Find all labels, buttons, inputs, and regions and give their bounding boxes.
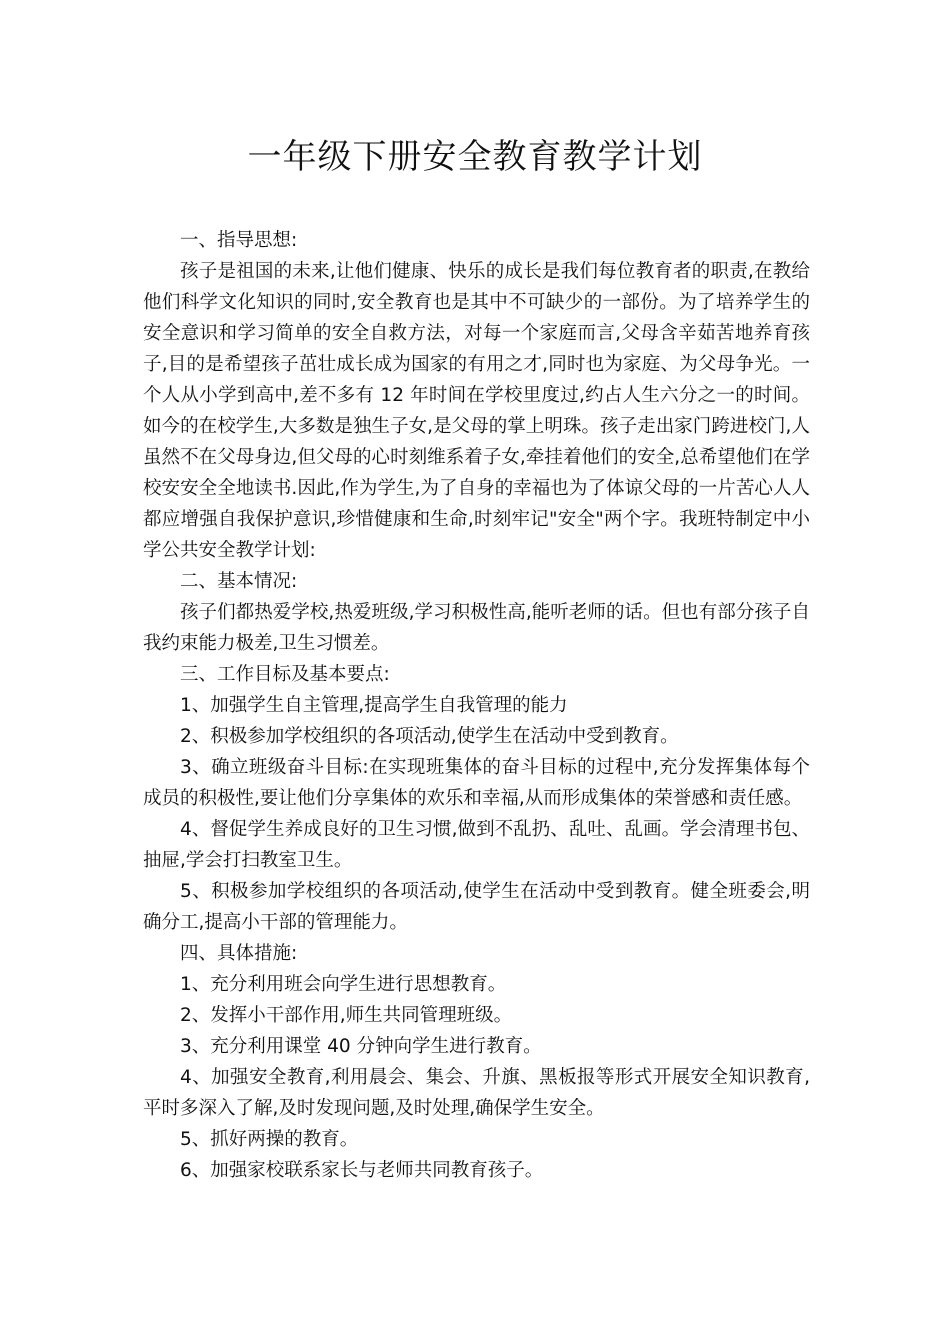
document-body xyxy=(143,225,810,1186)
document-title: 一年级下册安全教育教学计划 xyxy=(247,137,703,177)
list-item-measure-3: 3、充分利用课堂 40 分钟向学生进行教育。 xyxy=(180,1036,542,1057)
section-heading-guiding-thought: 一、指导思想: xyxy=(180,230,298,251)
list-item-goal-3: 3、确立班级奋斗目标:在实现班集体的奋斗目标的过程中,充分发挥集体每个成员的积极性,要让他们分享集体的欢乐和幸福,从而形成集体的荣誉感和责任感。 xyxy=(143,757,810,809)
list-item-measure-4: 4、加强安全教育,利用晨会、集会、升旗、黑板报等形式开展安全知识教育,平时多深入了解,及时发现问题,及时处理,确保学生安全。 xyxy=(143,1067,810,1119)
list-item-measure-5: 5、抓好两操的教育。 xyxy=(180,1129,359,1150)
list-item-goal-5: 5、积极参加学校组织的各项活动,使学生在活动中受到教育。健全班委会,明确分工,提高小干部的管理能力。 xyxy=(143,881,810,933)
section-heading-basic-situation: 二、基本情况: xyxy=(180,571,298,592)
section-heading-work-goals: 三、工作目标及基本要点: xyxy=(180,664,390,685)
list-item-measure-1: 1、充分利用班会向学生进行思想教育。 xyxy=(180,974,507,995)
list-item-goal-2: 2、积极参加学校组织的各项活动,使学生在活动中受到教育。 xyxy=(180,726,679,747)
section-heading-measures: 四、具体措施: xyxy=(180,943,298,964)
paragraph-basic-situation: 孩子们都热爱学校,热爱班级,学习积极性高,能听老师的话。但也有部分孩子自我约束能力极差,卫生习惯差。 xyxy=(143,602,810,654)
list-item-measure-6: 6、加强家校联系家长与老师共同教育孩子。 xyxy=(180,1160,544,1181)
list-item-measure-2: 2、发挥小干部作用,师生共同管理班级。 xyxy=(180,1005,513,1026)
paragraph-guiding-thought: 孩子是祖国的未来,让他们健康、快乐的成长是我们每位教育者的职责,在教给他们科学文化知识的同时,安全教育也是其中不可缺少的一部份。为了培养学生的安全意识和学习简单的安全自救方法，对每一个家庭而言,父母含辛茹苦地养育孩子,目的是希望孩子茁壮成长成为国家的有用之才,同时也为家庭、为父母争光。一个人从小学到高中,差不多有 12 年时间在学校里度过,约占人生六分之一的时间。如今的在校学生,大多数是独生子女,是父母的掌上明珠。孩子走出家门跨进校门,人虽然不在父母身边,但父母的心时刻维系着子女,牵挂着他们的安全,总希望他们在学校安安全全地读书.因此,作为学生,为了自身的幸福也为了体谅父母的一片苦心人人都应增强自我保护意识,珍惜健康和生命,时刻牢记"安全"两个字。我班特制定中小学公共安全教学计划: xyxy=(143,261,810,561)
list-item-goal-4: 4、督促学生养成良好的卫生习惯,做到不乱扔、乱吐、乱画。学会清理书包、抽屉,学会打扫教室卫生。 xyxy=(143,819,810,871)
list-item-goal-1: 1、加强学生自主管理,提高学生自我管理的能力 xyxy=(180,695,568,716)
